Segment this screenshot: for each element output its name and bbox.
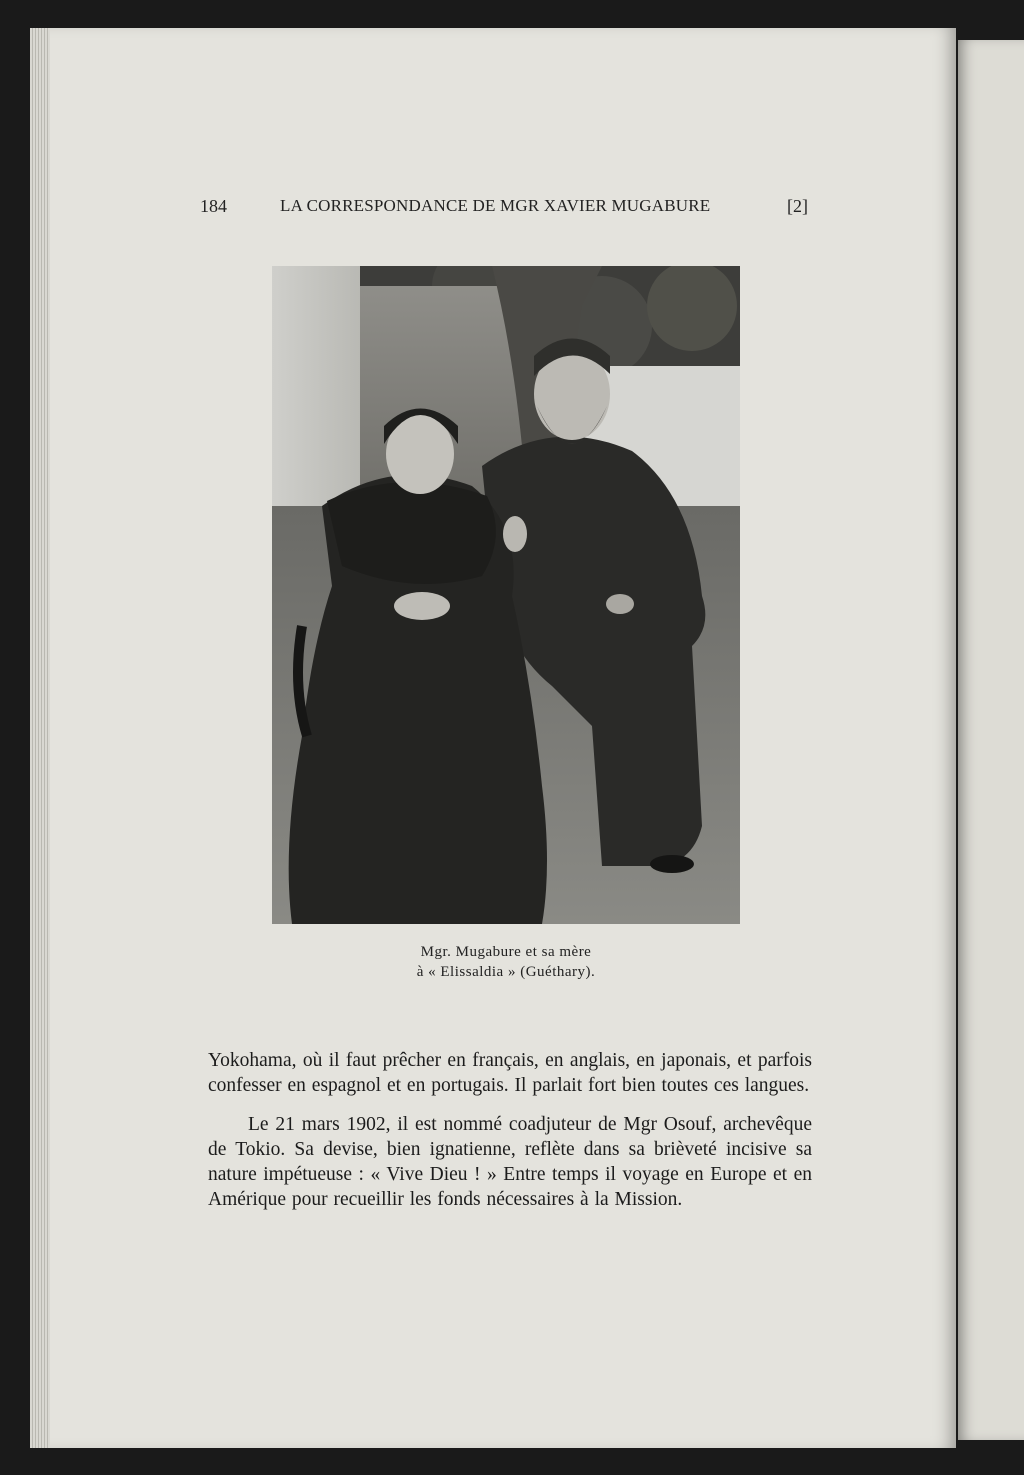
paragraph-2: Le 21 mars 1902, il est nommé coadjuteur de Mgr Osouf, archevêque de Tokio. Sa devise, bien ignatienne, reflète dans sa brièveté incisive sa nature impétueuse : « Vive Dieu ! » Entre temps il voyage en Europe et en Amérique pour recueillir les fonds nécessaires à la Mission. (208, 1114, 812, 1210)
caption-line-1: Mgr. Mugabure et sa mère (420, 944, 592, 960)
paragraph-1: Yokohama, où il faut prêcher en français, en anglais, en japonais, et parfois confesser en espagnol et en portugais. Il parlait fort bien toutes ces langues. (208, 1050, 812, 1096)
photo-caption (272, 942, 740, 982)
facing-page-edge (958, 40, 1024, 1440)
running-title: LA CORRESPONDANCE DE MGR XAVIER MUGABURE (280, 196, 711, 215)
section-reference: [2] (787, 196, 808, 216)
portrait-photograph (272, 266, 740, 924)
page-header (200, 196, 810, 220)
page-number: 184 (200, 196, 227, 216)
caption-line-2: à « Elissaldia » (Guéthary). (416, 964, 596, 980)
body-text (208, 1048, 812, 1212)
